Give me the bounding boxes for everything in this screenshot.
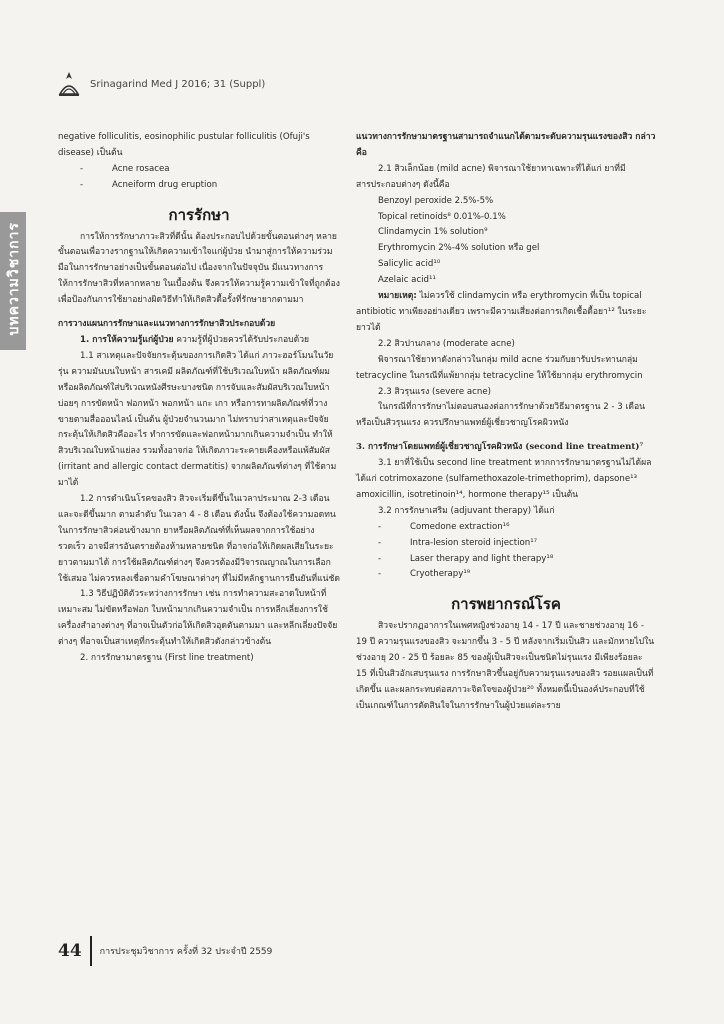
list-item: - Acneiform drug eruption: [80, 179, 218, 190]
drug-item: Benzoyl peroxide 2.5%-5%: [378, 195, 494, 206]
paragraph-2-3-body: ในกรณีที่การรักษาไม่ตอบสนองต่อการรักษาด้วยวิธีมาตรฐาน 2 - 3 เดือน หรือเป็นสิวรุนแรง ควรปรึกษาแพทย์ผู้เชี่ยวชาญโรคผิวหนัง: [356, 402, 645, 429]
treatment-paragraph: การให้การรักษาภาวะสิวที่ดีนั้น ต้องประกอบไปด้วยขั้นตอนต่างๆ หลายขั้นตอนเพื่อวางรากฐานให้เกิดความเข้าใจแก่ผู้ป่วย นำมาสู่การให้ความร่วมมือในการรักษาอย่างเป็นขั้นตอนต่อไป เนื่องจากในปัจจุบัน มีแนวทางการให้การรักษาสิวที่หลากหลาย ในเบื้องต้น จึงควรให้ความรู้ความเข้าใจที่ถูกต้อง เพื่อป้องกันการใช้ยาอย่างผิดวิธีทำให้เกิดสิวดื้อรั้งที่รักษายากตามมา: [58, 231, 340, 306]
journal-citation: Srinagarind Med J 2016; 31 (Suppl): [90, 78, 266, 90]
list-item: - Comedone extraction¹⁶: [378, 521, 510, 532]
item3-heading: 3. การรักษาโดยแพทย์ผู้เชี่ยวชาญโรคผิวหนัง (second line treatment)⁷: [356, 442, 644, 453]
paragraph-3-1: 3.1 ยาที่ใช้เป็น second line treatment หากการรักษามาตรฐานไม่ได้ผล ได้แก่ cotrimoxazone (sulfamethoxazole-trimethoprim), dapsone¹³ amoxicillin, isotretinoin¹⁴, hormone therapy¹⁵ เป็นต้น: [356, 458, 652, 500]
drug-item: Topical retinoids⁸ 0.01%-0.1%: [378, 211, 506, 222]
severity-intro: แนวทางการรักษามาตรฐานสามารถจำแนกได้ตามระดับความรุนแรงของสิว กล่าวคือ: [356, 132, 656, 158]
treatment-heading: การรักษา: [168, 205, 230, 224]
drug-item: Clindamycin 1% solution⁹: [378, 227, 488, 238]
item2-paragraph: 2. การรักษามาตรฐาน (First line treatment): [80, 653, 254, 664]
paragraph-2-2-body: พิจารณาใช้ยาทาดังกล่าวในกลุ่ม mild acne ร่วมกับยารับประทานกลุ่ม tetracycline ในกรณีที่แพ้ยากลุ่ม tetracycline ให้ใช้ยากลุ่ม erythromycin: [356, 354, 643, 381]
paragraph-3-2: 3.2 การรักษาเสริม (adjuvant therapy) ได้แก่: [378, 505, 555, 516]
intro-paragraph: negative folliculitis, eosinophilic pustular folliculitis (Ofuji's disease) เป็นต้น: [58, 132, 310, 158]
note-paragraph: หมายเหตุ: ไม่ควรใช้ clindamycin หรือ erythromycin ที่เป็น topical antibiotic ทาเพียงอย่างเดียว เพราะมีความเสี่ยงต่อการเกิดเชื้อดื้อยา¹² ในระยะยาวได้: [356, 291, 647, 333]
right-column: [356, 130, 656, 715]
drug-item: Salicylic acid¹⁰: [378, 259, 441, 270]
journal-header: [56, 70, 265, 98]
university-seal-icon: [56, 70, 82, 98]
prognosis-paragraph: สิวจะปรากฏอาการในเพศหญิงช่วงอายุ 14 - 17 ปี และชายช่วงอายุ 16 - 19 ปี ความรุนแรงของสิว จะมากขึ้น 3 - 5 ปี หลังจากเริ่มเป็นสิว และมักหายไปในช่วงอายุ 20 - 25 ปี ร้อยละ 85 ของผู้เป็นสิวจะเป็นชนิดไม่รุนแรง มีเพียงร้อยละ 15 ที่เป็นสิวอักเสบรุนแรง การรักษาสิวขึ้นอยู่กับความรุนแรงของสิว รอยแผลเป็นที่เกิดขึ้น และผลกระทบต่อสภาวะจิตใจของผู้ป่วย²⁰ ทั้งหมดนี้เป็นองค์ประกอบที่ใช้เป็นเกณฑ์ในการตัดสินใจในการรักษาในผู้ป่วยแต่ละราย: [356, 621, 655, 711]
paragraph-2-3: 2.3 สิวรุนแรง (severe acne): [378, 386, 491, 397]
side-tab-label: บทความวิชาการ: [6, 222, 22, 336]
item1-paragraph: 1. การให้ความรู้แก่ผู้ป่วย ความรู้ที่ผู้ป่วยควรได้รับประกอบด้วย: [80, 334, 310, 345]
list-item: - Cryotherapy¹⁹: [378, 569, 471, 580]
subsection-heading: การวางแผนการรักษาและแนวทางการรักษาสิวประกอบด้วย: [58, 319, 276, 330]
paragraph-1-3: 1.3 วิธีปฏิบัติตัวระหว่างการรักษา เช่น การทำความสะอาดใบหน้าที่เหมาะสม ไม่ขัดหรือฟอก ใบหน้ามากเกินความจำเป็น การหลีกเลี่ยงการใช้เครื่องสำอางต่างๆ ที่อาจเป็นตัวก่อให้เกิดสิวอุดตันตามมา และหลีกเลี่ยงปัจจัยต่างๆ ที่อาจเป็นสาเหตุที่กระตุ้นทำให้เกิดสิวดังกล่าวข้างต้น: [58, 589, 338, 648]
drug-item: Azelaic acid¹¹: [378, 275, 436, 286]
drug-item: Erythromycin 2%-4% solution หรือ gel: [378, 243, 540, 254]
page-number: 44: [58, 941, 82, 961]
page-footer: [58, 936, 272, 966]
footer-text: การประชุมวิชาการ ครั้งที่ 32 ประจำปี 2559: [99, 947, 273, 957]
left-column: [58, 130, 340, 667]
paragraph-2-2: 2.2 สิวปานกลาง (moderate acne): [378, 338, 515, 349]
list-item: - Intra-lesion steroid injection¹⁷: [378, 537, 538, 548]
section-side-tab: [0, 212, 26, 350]
footer-divider: [90, 936, 92, 966]
paragraph-2-1: 2.1 สิวเล็กน้อย (mild acne) พิจารณาใช้ยาทาเฉพาะที่ได้แก่ ยาที่มีสารประกอบต่างๆ ดังนี้คือ: [356, 163, 626, 190]
list-item: - Laser therapy and light therapy¹⁸: [378, 553, 554, 564]
paragraph-1-1: 1.1 สาเหตุและปัจจัยกระตุ้นของการเกิดสิว ได้แก่ ภาวะฮอร์โมนในวัยรุ่น ความมันบนใบหน้า สารเคมี ผลิตภัณฑ์ที่ใช้บริเวณใบหน้า ผลิตภัณฑ์ผม หรือผลิตภัณฑ์ใส่บริเวณหนังศีรษะบางชนิด การจับและสัมผัสบริเวณใบหน้าบ่อยๆ การขัดหน้า ฟอกหน้า พอกหน้า แกะ เกา หรือการทาผลิตภัณฑ์ที่วางขายตามสื่อออนไลน์ เป็นต้น ผู้ป่วยจำนวนมาก ไม่ทราบว่าสาเหตุและปัจจัยกระตุ้นให้เกิดสิวคืออะไร ทำการขัดและฟอกหน้ามากเกินความจำเป็น ทำให้สิวบริเวณใบหน้าแย่ลง รวมทั้งอาจก่อ ให้เกิดภาวะระคายเคืองหรือแพ้สัมผัส (irritant and allergic contact dermatitis) จากผลิตภัณฑ์ต่างๆ ที่ใช้ตามมาได้: [58, 350, 337, 489]
list-item: - Acne rosacea: [80, 163, 170, 174]
paragraph-1-2: 1.2 การดำเนินโรคของสิว สิวจะเริ่มดีขึ้นในเวลาประมาณ 2-3 เดือน และจะดีขึ้นมาก ตามลำดับ ในเวลา 4 - 8 เดือน ดังนั้น จึงต้องใช้ความอดทนในการรักษาสิวค่อนข้างมาก ยาหรือผลิตภัณฑ์ที่เห็นผลจากการใช้อย่างรวดเร็ว อาจมีสารอันตรายต้องห้ามหลายชนิด ที่อาจก่อให้เกิดผลเสียในระยะยาวตามมาได้ การใช้ผลิตภัณฑ์ต่างๆ จึงควรต้องมีวิจารณญาณในการเลือกใช้เสมอ ไม่ควรหลงเชื่อตามคำโฆษณาต่างๆ ที่ไม่มีหลักฐานการยืนยันที่แน่ชัด: [58, 494, 340, 584]
prognosis-heading: การพยากรณ์โรค: [451, 595, 561, 614]
